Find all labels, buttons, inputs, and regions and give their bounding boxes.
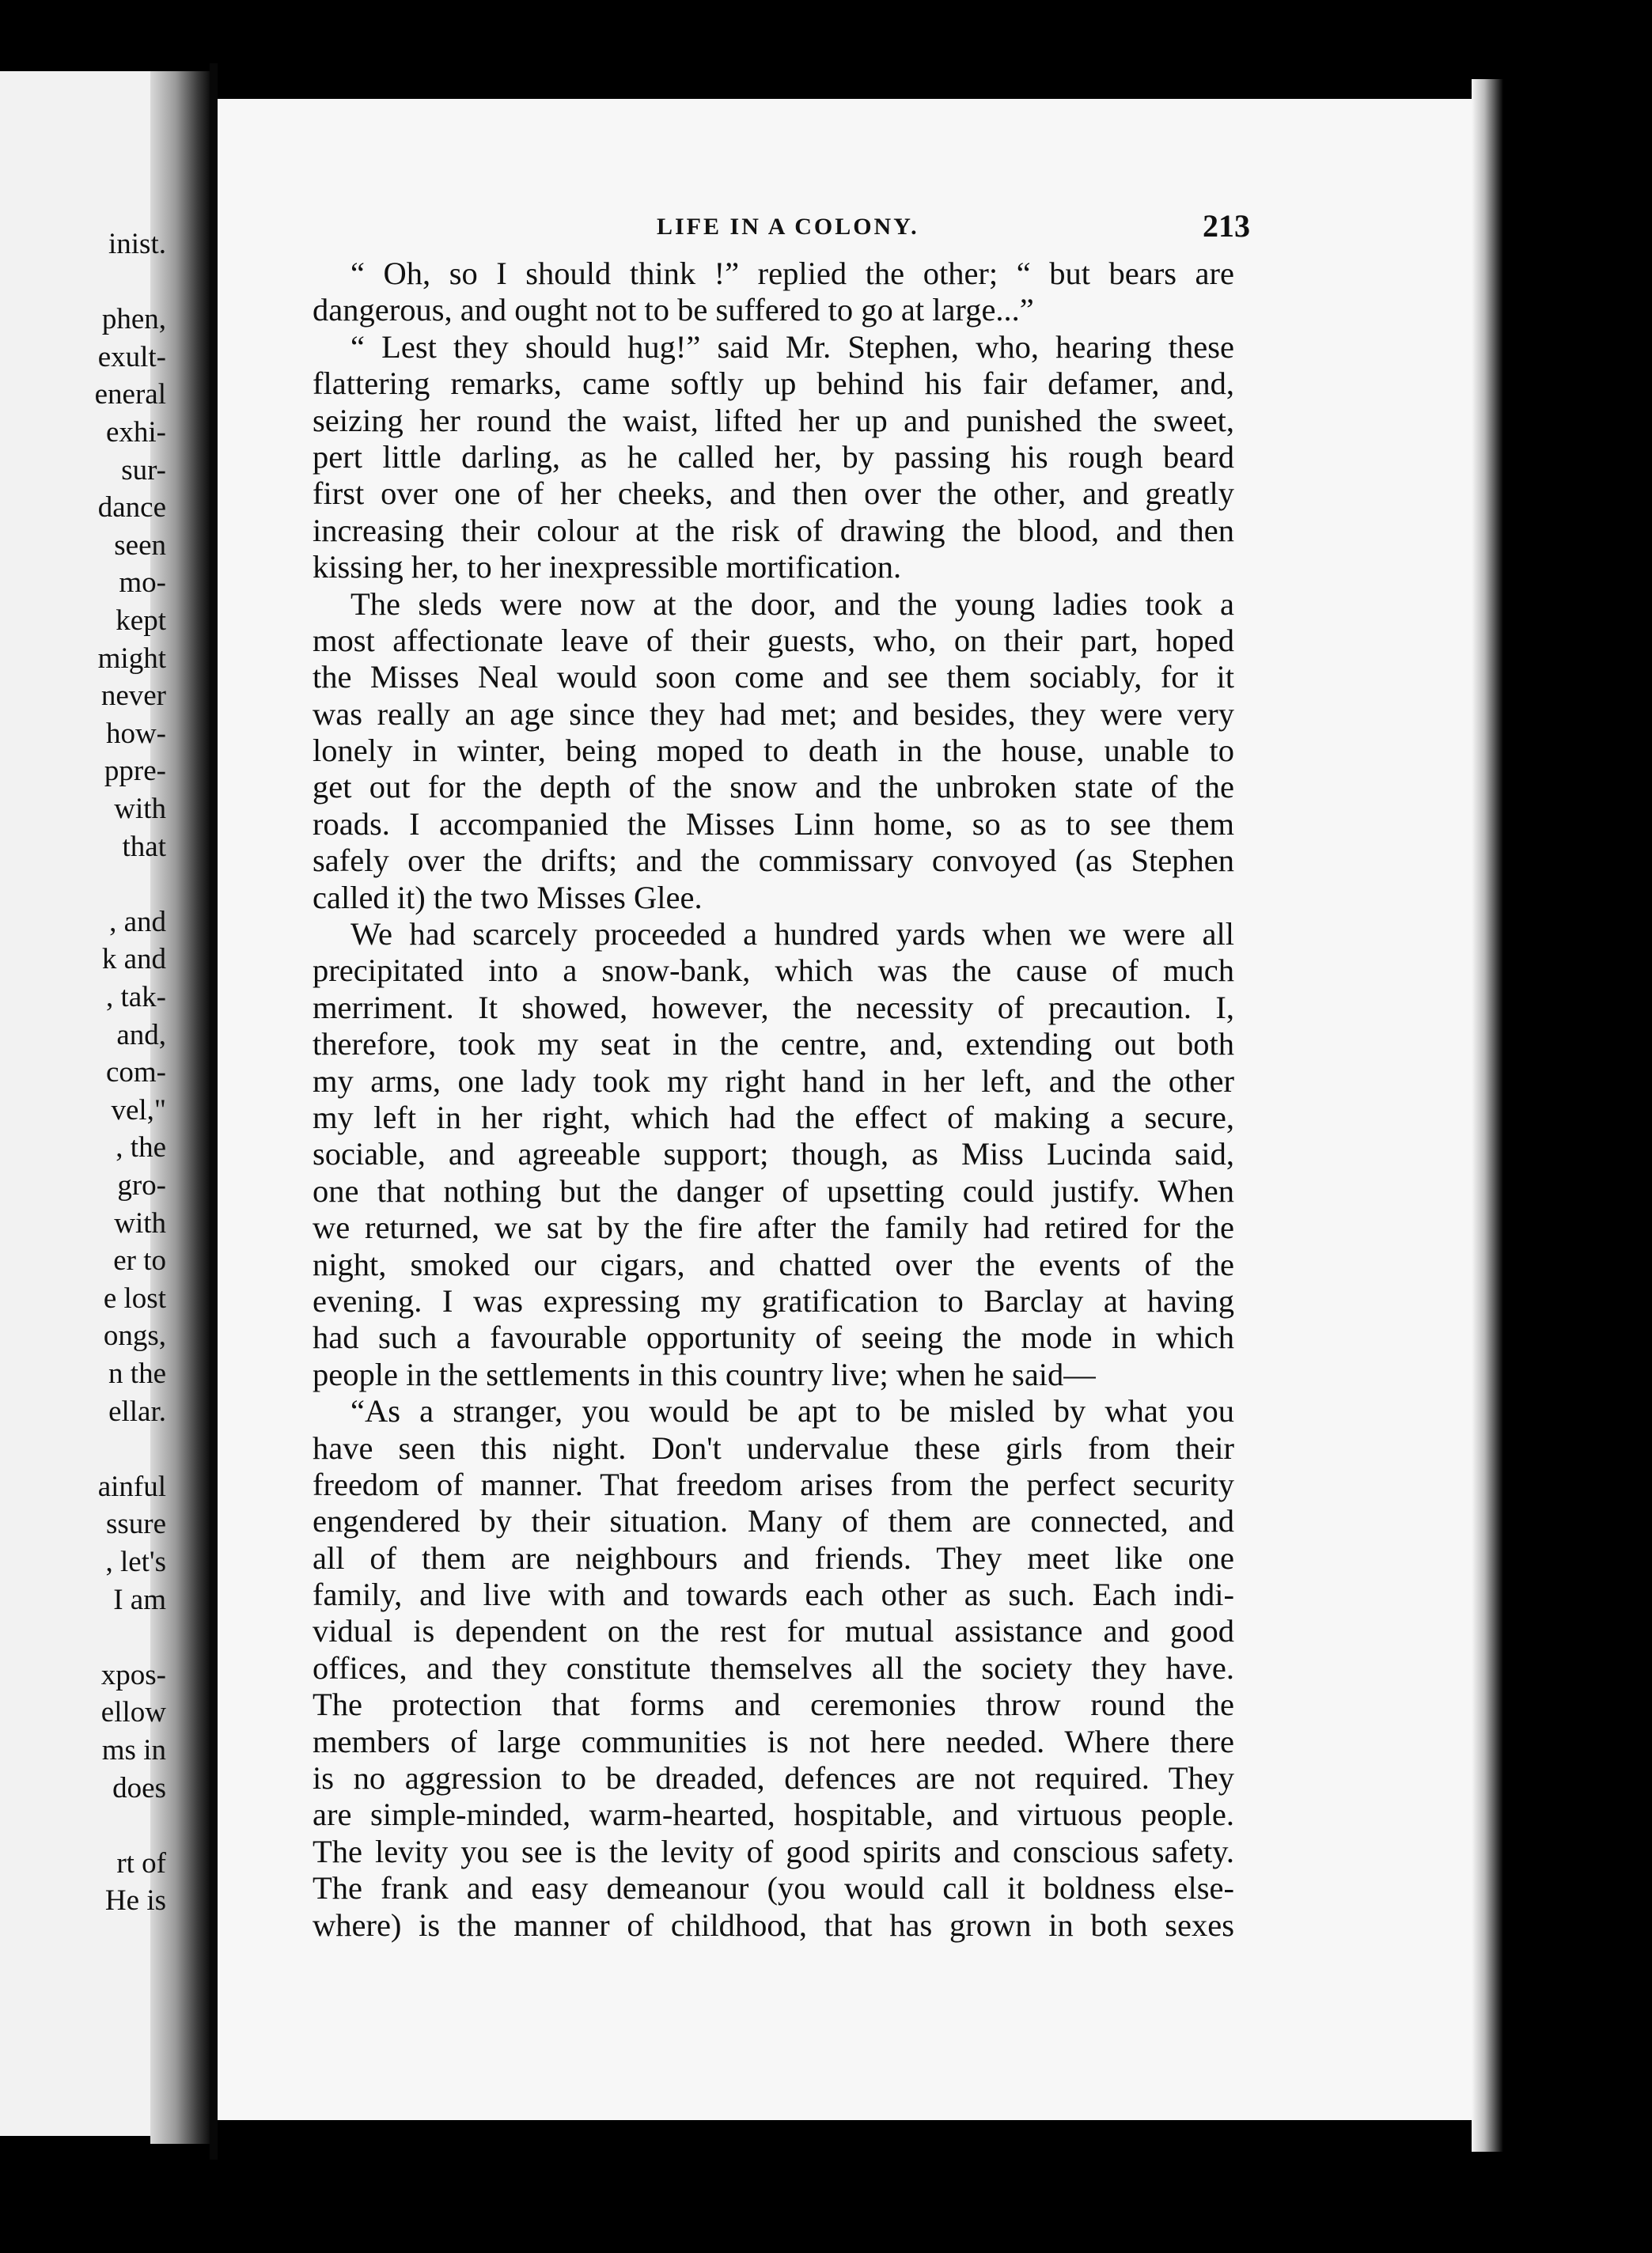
facing-page-line: , and (109, 905, 166, 938)
text-line: called it) the two Misses Glee. (313, 879, 703, 915)
text-line: is no aggression to be dreaded, defences are not required. They (313, 1760, 1234, 1797)
facing-page-line: with (114, 793, 166, 825)
facing-page-line: ellow (100, 1696, 166, 1729)
text-line: had such a favourable opportunity of seeing the mode in which (313, 1320, 1234, 1356)
gutter-line (210, 63, 218, 2160)
text-line: most affectionate leave of their guests, who, on their part, hoped (313, 622, 1234, 658)
facing-page-line: , tak- (105, 981, 166, 1013)
facing-page-line: with (114, 1206, 166, 1240)
text-line: pert little darling, as he called her, by passing his rough beard (313, 438, 1234, 475)
text-line: the Misses Neal would soon come and see them sociably, for it (313, 659, 1234, 695)
facing-page-line: might (97, 642, 166, 675)
text-line: increasing their colour at the risk of drawing the blood, and then (313, 512, 1234, 548)
text-line: evening. I was expressing my gratification to Barclay at having (313, 1282, 1234, 1319)
facing-page-line: that (122, 830, 166, 863)
text-line: We had scarcely proceeded a hundred yards when we were all (350, 916, 1234, 952)
facing-page-line: ppre- (104, 755, 166, 788)
facing-page-line: seen (114, 528, 166, 562)
text-line: my arms, one lady took my right hand in her left, and the other (313, 1062, 1234, 1099)
facing-page-line: mo- (119, 566, 166, 600)
text-line: merriment. It showed, however, the necessity of precaution. I, (313, 989, 1234, 1025)
facing-page-line: I am (113, 1583, 166, 1616)
facing-page-line: inist. (108, 228, 166, 260)
facing-page-line: phen, (101, 303, 166, 336)
body-text (313, 256, 1234, 1944)
text-line: The frank and easy demeanour (you would call it boldness else- (313, 1870, 1234, 1907)
text-line: “As a stranger, you would be apt to be misled by what you (350, 1393, 1234, 1429)
text-line: family, and live with and towards each other as such. Each indi- (313, 1577, 1234, 1613)
page-number: 213 (1203, 208, 1250, 244)
facing-page-line: He is (104, 1884, 166, 1918)
facing-page-line: exult- (97, 340, 166, 373)
facing-page-line: and, (116, 1018, 166, 1051)
text-line: therefore, took my seat in the centre, and, extending out both (313, 1026, 1234, 1062)
text-line: offices, and they constitute themselves all the society they have. (313, 1649, 1234, 1686)
facing-page-line: dance (97, 491, 166, 524)
facing-page-line: exhi- (105, 416, 166, 449)
text-line: members of large communities is not here needed. Where there (313, 1723, 1234, 1759)
page-header (657, 208, 1258, 253)
text-line: was really an age since they had met; and besides, they were very (313, 695, 1234, 732)
facing-page-line: e lost (103, 1282, 166, 1315)
facing-page-line: xpos- (100, 1658, 166, 1691)
page-edge-shadow (1472, 79, 1503, 2152)
facing-page-line: ainful (97, 1470, 166, 1503)
facing-page-line: never (100, 680, 166, 713)
text-line: safely over the drifts; and the commissary convoyed (as Stephen (313, 843, 1234, 879)
facing-page-line: ms in (101, 1734, 166, 1766)
text-line: “ Oh, so I should think !” replied the other; “ but bears are (350, 256, 1234, 291)
facing-page-line: rt of (116, 1846, 166, 1880)
facing-page-line: vel," (111, 1093, 166, 1126)
facing-page-line: eneral (94, 378, 166, 411)
text-line: vidual is dependent on the rest for mutual assistance and good (313, 1613, 1234, 1649)
text-line: my left in her right, which had the effect of making a secure, (313, 1099, 1234, 1135)
text-line: sociable, and agreeable support; though, as Miss Lucinda said, (313, 1136, 1234, 1172)
text-line: where) is the manner of childhood, that has grown in both sexes (313, 1907, 1234, 1943)
facing-page-line: ongs, (103, 1320, 166, 1353)
facing-page-line: com- (105, 1056, 166, 1089)
text-line: have seen this night. Don't undervalue these girls from their (313, 1429, 1234, 1466)
text-line: night, smoked our cigars, and chatted over the events of the (313, 1246, 1234, 1282)
text-line: lonely in winter, being moped to death in the house, unable to (313, 733, 1234, 769)
text-line: kissing her, to her inexpressible mortification. (313, 549, 902, 585)
facing-page-line: kept (116, 604, 166, 637)
facing-page-line: , let's (105, 1546, 166, 1578)
facing-page-line: er to (113, 1244, 166, 1278)
facing-page-line: does (112, 1771, 166, 1804)
running-title: LIFE IN A COLONY. (657, 214, 919, 240)
text-line: all of them are neighbours and friends. They meet like one (313, 1539, 1234, 1576)
text-line: freedom of manner. That freedom arises from the perfect security (313, 1466, 1234, 1502)
text-line: first over one of her cheeks, and then over the other, and greatly (313, 475, 1234, 512)
text-line: get out for the depth of the snow and the unbroken state of the (313, 769, 1234, 805)
text-line: people in the settlements in this country live; when he said— (313, 1356, 1096, 1392)
text-line: The levity you see is the levity of good spirits and conscious safety. (313, 1833, 1234, 1869)
facing-page-line: k and (101, 943, 166, 976)
text-line: seizing her round the waist, lifted her up and punished the sweet, (313, 402, 1234, 438)
facing-page-line: ellar. (108, 1395, 166, 1428)
text-line: roads. I accompanied the Misses Linn home, so as to see them (313, 805, 1234, 842)
text-line: The sleds were now at the door, and the young ladies took a (350, 585, 1234, 622)
text-line: dangerous, and ought not to be suffered to go at large...” (313, 292, 1034, 328)
facing-page-line: n the (108, 1357, 166, 1390)
facing-page-line: how- (105, 717, 166, 750)
text-line: are simple-minded, warm-hearted, hospitable, and virtuous people. (313, 1797, 1234, 1833)
facing-page-line: , the (116, 1131, 166, 1164)
text-line: precipitated into a snow-bank, which was the cause of much (313, 952, 1234, 989)
facing-page-line: ssure (105, 1508, 166, 1541)
text-line: The protection that forms and ceremonies throw round the (313, 1687, 1234, 1723)
facing-page-line: gro- (117, 1169, 166, 1202)
text-line: we returned, we sat by the fire after the family had retired for the (313, 1210, 1234, 1246)
text-line: flattering remarks, came softly up behind his fair defamer, and, (313, 365, 1234, 402)
text-line: one that nothing but the danger of upsetting could justify. When (313, 1172, 1234, 1209)
facing-page-line: sur- (121, 453, 166, 487)
text-line: “ Lest they should hug!” said Mr. Stephen, who, hearing these (350, 328, 1234, 365)
text-line: engendered by their situation. Many of them are connected, and (313, 1503, 1234, 1539)
